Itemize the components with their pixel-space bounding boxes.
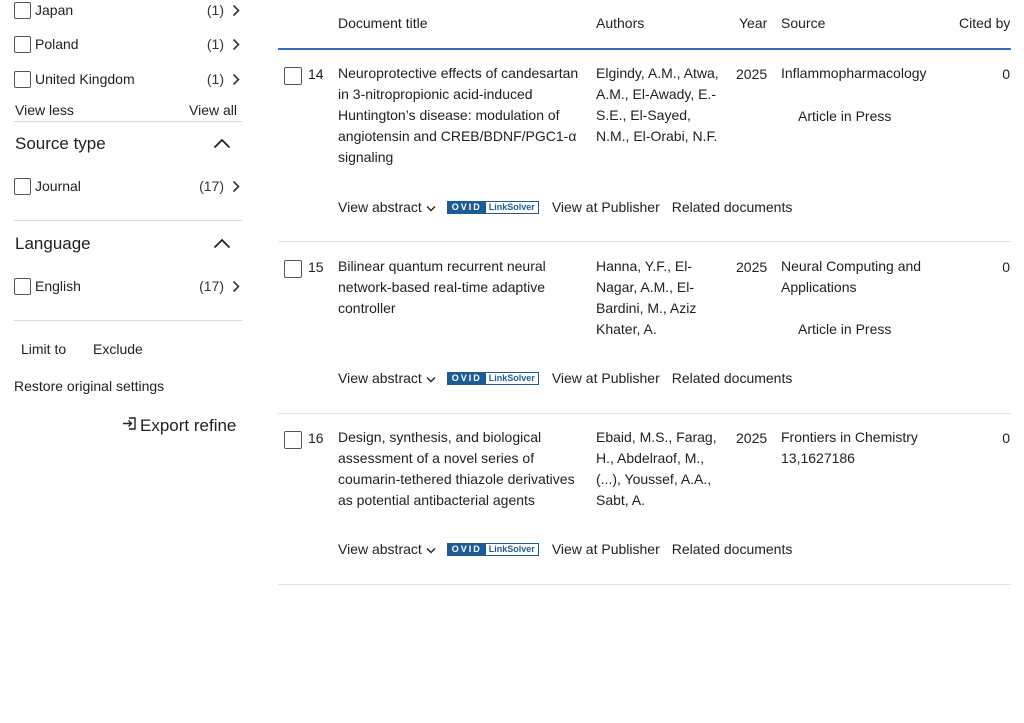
restore-settings-link[interactable]: Restore original settings bbox=[14, 378, 165, 394]
exclude-button[interactable]: Exclude bbox=[93, 341, 143, 357]
view-toggle-row bbox=[15, 102, 237, 118]
divider bbox=[14, 320, 242, 321]
filter-count: (1) bbox=[206, 71, 224, 87]
checkbox[interactable] bbox=[14, 36, 31, 53]
filter-label: Journal bbox=[35, 178, 81, 194]
row-divider bbox=[278, 241, 1011, 242]
year: 2025 bbox=[736, 430, 768, 446]
view-abstract-label: View abstract bbox=[338, 199, 422, 215]
source-type-title: Source type bbox=[15, 134, 106, 153]
authors-list[interactable]: Elgindy, A.M., Atwa, A.M., El-Awady, E.-S.E., El-Sayed, N.M., El-Orabi, N.F. bbox=[596, 65, 719, 144]
authors-list[interactable]: Hanna, Y.F., El-Nagar, A.M., El-Bardini, M., Aziz Khater, A. bbox=[596, 258, 697, 337]
source-link[interactable]: Neural Computing and Applications bbox=[781, 258, 922, 295]
checkbox[interactable] bbox=[14, 71, 31, 88]
filter-label: United Kingdom bbox=[35, 71, 135, 87]
chevron-up-icon[interactable] bbox=[213, 134, 231, 154]
filter-item-poland[interactable] bbox=[14, 33, 242, 55]
chevron-right-icon[interactable] bbox=[230, 72, 242, 86]
column-header-cited-by[interactable]: Cited by bbox=[959, 15, 1011, 31]
row-actions bbox=[338, 199, 792, 215]
export-icon bbox=[122, 416, 140, 436]
ovid-brand: OVID bbox=[448, 544, 486, 555]
checkbox[interactable] bbox=[14, 2, 31, 19]
ovid-linksolver-logo[interactable] bbox=[447, 543, 539, 556]
ovid-brand: OVID bbox=[448, 202, 486, 213]
view-abstract-button[interactable] bbox=[338, 370, 436, 386]
chevron-right-icon[interactable] bbox=[230, 3, 242, 17]
row-checkbox[interactable] bbox=[284, 67, 302, 85]
chevron-down-icon bbox=[422, 541, 436, 557]
year: 2025 bbox=[736, 66, 768, 82]
document-title-link[interactable]: Neuroprotective effects of candesartan in 3-nitropropionic acid-induced Huntington’s disease: modulation of angiotensin and CREB/BDNF/PGC1-α signaling bbox=[338, 65, 579, 165]
language-title: Language bbox=[15, 234, 91, 253]
checkbox[interactable] bbox=[14, 178, 31, 195]
document-title-link[interactable]: Bilinear quantum recurrent neural network-based real-time adaptive controller bbox=[338, 258, 546, 316]
year: 2025 bbox=[736, 259, 768, 275]
filter-count: (1) bbox=[206, 36, 224, 52]
filter-item-english[interactable] bbox=[14, 275, 242, 297]
row-checkbox[interactable] bbox=[284, 431, 302, 449]
chevron-right-icon[interactable] bbox=[230, 279, 242, 293]
source-link[interactable]: Inflammopharmacology bbox=[781, 65, 927, 81]
divider bbox=[14, 220, 242, 221]
view-all-link[interactable]: View all bbox=[189, 102, 237, 118]
ovid-product: LinkSolver bbox=[486, 544, 538, 555]
header-rule bbox=[278, 48, 1011, 50]
ovid-product: LinkSolver bbox=[486, 202, 538, 213]
source-link[interactable]: Frontiers in Chemistry 13,1627186 bbox=[781, 429, 918, 466]
source-type-header[interactable] bbox=[15, 134, 231, 154]
cited-by-count[interactable]: 0 bbox=[1002, 66, 1010, 82]
row-divider bbox=[278, 584, 1011, 585]
chevron-up-icon[interactable] bbox=[213, 234, 231, 254]
ovid-linksolver-logo[interactable] bbox=[447, 372, 539, 385]
view-abstract-label: View abstract bbox=[338, 370, 422, 386]
limit-to-button[interactable]: Limit to bbox=[21, 341, 67, 357]
filter-label: Poland bbox=[35, 36, 79, 52]
view-at-publisher-link[interactable]: View at Publisher bbox=[551, 370, 660, 386]
column-header-authors[interactable]: Authors bbox=[596, 15, 645, 31]
filter-count: (17) bbox=[199, 178, 224, 194]
language-header[interactable] bbox=[15, 234, 231, 254]
related-documents-link[interactable]: Related documents bbox=[671, 199, 793, 215]
chevron-right-icon[interactable] bbox=[230, 179, 242, 193]
authors-list[interactable]: Ebaid, M.S., Farag, H., Abdelraof, M., (...), Youssef, A.A., Sabt, A. bbox=[596, 429, 717, 508]
filter-count: (17) bbox=[199, 278, 224, 294]
row-number: 14 bbox=[308, 66, 324, 82]
row-actions bbox=[338, 541, 792, 557]
divider bbox=[14, 121, 242, 122]
view-less-link[interactable]: View less bbox=[15, 102, 74, 118]
view-abstract-label: View abstract bbox=[338, 541, 422, 557]
row-number: 15 bbox=[308, 259, 324, 275]
column-header-title[interactable]: Document title bbox=[338, 15, 428, 31]
chevron-down-icon bbox=[422, 199, 436, 215]
checkbox[interactable] bbox=[14, 278, 31, 295]
cited-by-count[interactable]: 0 bbox=[1002, 430, 1010, 446]
filter-label: Japan bbox=[35, 2, 74, 18]
view-abstract-button[interactable] bbox=[338, 199, 436, 215]
ovid-brand: OVID bbox=[448, 373, 486, 384]
view-abstract-button[interactable] bbox=[338, 541, 436, 557]
filter-count: (1) bbox=[206, 2, 224, 18]
ovid-product: LinkSolver bbox=[486, 373, 538, 384]
column-header-year[interactable]: Year bbox=[739, 15, 768, 31]
view-at-publisher-link[interactable]: View at Publisher bbox=[551, 199, 660, 215]
cited-by-count[interactable]: 0 bbox=[1002, 259, 1010, 275]
document-title-link[interactable]: Design, synthesis, and biological assessment of a novel series of coumarin-tethered thiazole derivatives as potential antibacterial agents bbox=[338, 429, 575, 508]
row-number: 16 bbox=[308, 430, 324, 446]
article-status: Article in Press bbox=[798, 321, 892, 337]
export-refine-button[interactable] bbox=[122, 416, 236, 436]
article-status: Article in Press bbox=[798, 108, 892, 124]
filter-item-united-kingdom[interactable] bbox=[14, 68, 242, 90]
ovid-linksolver-logo[interactable] bbox=[447, 201, 539, 214]
row-divider bbox=[278, 413, 1011, 414]
filter-label: English bbox=[35, 278, 81, 294]
related-documents-link[interactable]: Related documents bbox=[671, 541, 793, 557]
row-actions bbox=[338, 370, 792, 386]
export-refine-label: Export refine bbox=[140, 416, 237, 435]
filter-item-japan[interactable] bbox=[14, 0, 242, 21]
filter-item-journal[interactable] bbox=[14, 175, 242, 197]
related-documents-link[interactable]: Related documents bbox=[671, 370, 793, 386]
chevron-down-icon bbox=[422, 370, 436, 386]
chevron-right-icon[interactable] bbox=[230, 37, 242, 51]
column-header-source[interactable]: Source bbox=[781, 15, 826, 31]
view-at-publisher-link[interactable]: View at Publisher bbox=[551, 541, 660, 557]
row-checkbox[interactable] bbox=[284, 260, 302, 278]
